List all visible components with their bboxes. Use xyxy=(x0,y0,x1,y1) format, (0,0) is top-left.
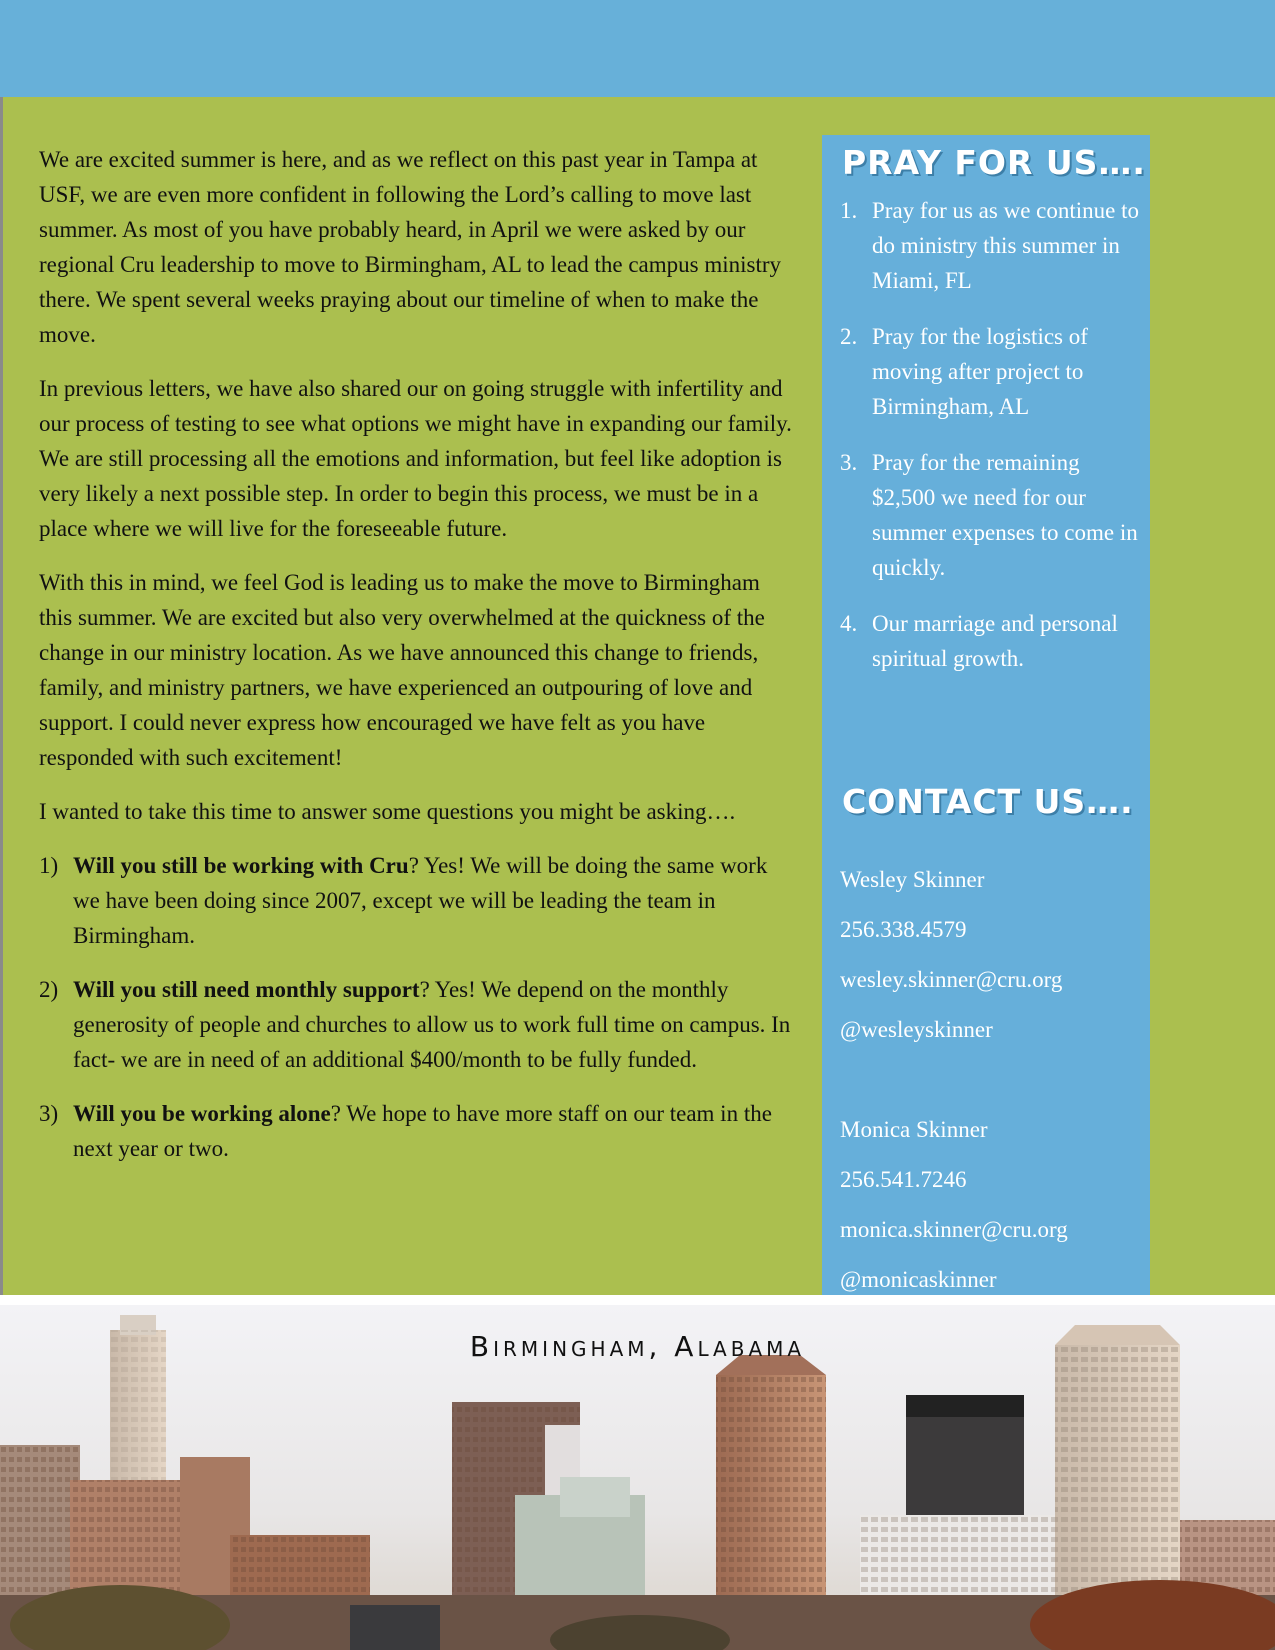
question-text: Will you still be working with Cru xyxy=(73,853,409,878)
answer-text: ? Yes! We will be doing the same work we have been doing since 2007, except we will be leading the team in Birmingham. xyxy=(73,853,768,948)
contact-handle[interactable]: @wesleyskinner xyxy=(840,1017,993,1042)
panel-edge xyxy=(0,97,3,1295)
prayer-text: Pray for the remaining $2,500 we need for our summer expenses to come in quickly. xyxy=(872,450,1138,580)
letter-paragraph-1: We are excited summer is here, and as we reflect on this past year in Tampa at USF, we are even more confident in following the Lord’s calling to move last summer. As most of you have probably heard, in April we were asked by our regional Cru leadership to move to Birmingham, AL to lead the campus ministry there. We spent several weeks praying about our timeline of when to make the move. xyxy=(39,147,782,347)
prayer-item xyxy=(840,445,1140,585)
question-item xyxy=(39,1096,794,1166)
prayer-text: Pray for the logistics of moving after project to Birmingham, AL xyxy=(872,324,1088,419)
answer-text: ? We hope to have more staff on our team in the next year or two. xyxy=(73,1101,772,1161)
answer-text: ? Yes! We depend on the monthly generosity of people and churches to allow us to work full time on campus. In fact- we are in need of an additional $400/month to be fully funded. xyxy=(73,977,791,1072)
contact-name: Monica Skinner xyxy=(840,1117,988,1142)
question-text: Will you still need monthly support xyxy=(73,977,420,1002)
prayer-number: 1. xyxy=(840,198,858,223)
prayer-text: Pray for us as we continue to do ministry this summer in Miami, FL xyxy=(872,198,1139,293)
letter-paragraph-3: With this in mind, we feel God is leading us to make the move to Birmingham this summer. We are excited but also very overwhelmed at the quickness of the change in our ministry location. As we have announced this change to friends, family, and ministry partners, we have experienced an outpouring of love and support. I could never express how encouraged we have felt as you have responded with such excitement! xyxy=(39,570,765,770)
question-number: 1) xyxy=(39,853,59,878)
letter-body xyxy=(39,142,794,1185)
question-number: 3) xyxy=(39,1101,59,1126)
contact-name: Wesley Skinner xyxy=(840,867,985,892)
contact-phone[interactable]: 256.338.4579 xyxy=(840,917,967,942)
prayer-text: Our marriage and personal spiritual growth. xyxy=(872,611,1118,671)
pray-heading: PRAY FOR US…. xyxy=(842,143,1146,182)
question-item xyxy=(39,848,794,953)
prayer-number: 2. xyxy=(840,324,858,349)
prayer-item xyxy=(840,606,1140,676)
contact-heading: CONTACT US…. xyxy=(842,782,1134,821)
contact-handle[interactable]: @monicaskinner xyxy=(840,1267,997,1292)
prayer-item xyxy=(840,193,1140,298)
prayer-number: 4. xyxy=(840,611,858,636)
top-banner xyxy=(0,0,1275,97)
prayer-list xyxy=(840,193,1140,697)
question-text: Will you be working alone xyxy=(73,1101,331,1126)
contact-email[interactable]: wesley.skinner@cru.org xyxy=(840,967,1063,992)
contact-phone[interactable]: 256.541.7246 xyxy=(840,1167,967,1192)
letter-paragraph-2: In previous letters, we have also shared our on going struggle with infertility and our process of testing to see what options we might have in expanding our family. We are still processing all the emotions and information, but feel like adoption is very likely a next possible step. In order to begin this process, we must be in a place where we will live for the foreseeable future. xyxy=(39,376,792,541)
question-number: 2) xyxy=(39,977,59,1002)
contact-email[interactable]: monica.skinner@cru.org xyxy=(840,1217,1068,1242)
prayer-number: 3. xyxy=(840,450,858,475)
sidebar xyxy=(822,135,1150,1295)
question-item xyxy=(39,972,794,1077)
prayer-item xyxy=(840,319,1140,424)
question-list xyxy=(39,848,794,1166)
letter-paragraph-4: I wanted to take this time to answer some questions you might be asking…. xyxy=(39,799,736,824)
skyline-caption: Birmingham, Alabama xyxy=(469,1330,806,1363)
